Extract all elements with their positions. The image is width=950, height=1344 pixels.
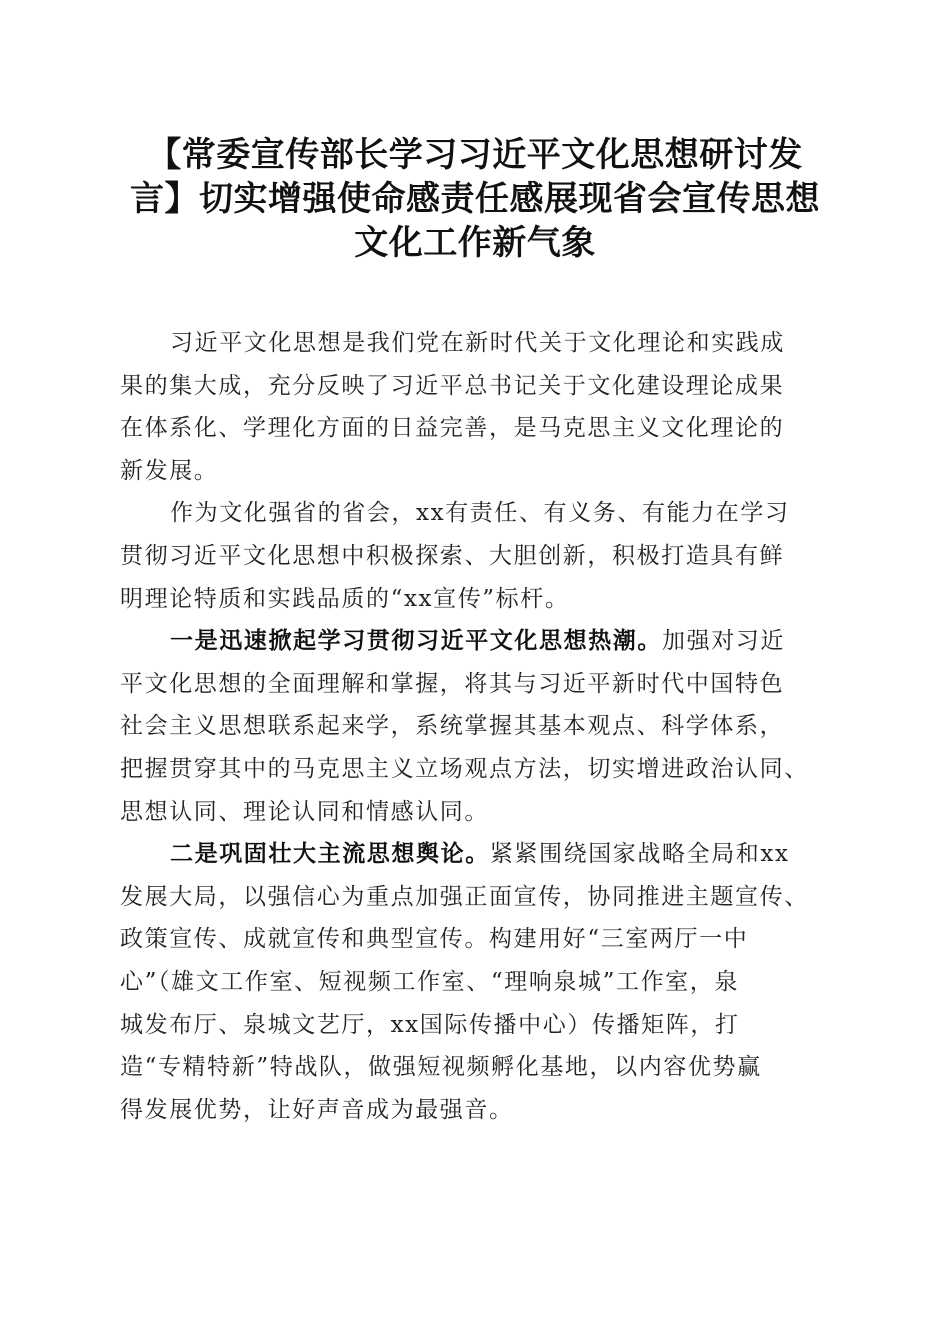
paragraph-line: 习近平文化思想是我们党在新时代关于文化理论和实践成 [170, 330, 785, 356]
paragraph-line: 城发布厅、泉城文艺厅，xx国际传播中心）传播矩阵，打 [120, 1011, 740, 1038]
paragraph-intro [120, 322, 830, 492]
document-body [120, 322, 830, 1131]
paragraph-line: 政策宣传、成就宣传和典型宣传。构建用好“三室两厅一中 [120, 926, 749, 953]
paragraph-line: 贯彻习近平文化思想中积极探索、大胆创新，积极打造具有鲜 [120, 542, 785, 569]
title-line-1: 【常委宣传部长学习习近平文化思想研讨发 [147, 135, 803, 175]
paragraph-line: 新发展。 [120, 457, 219, 484]
paragraph-line: 思想认同、理论认同和情感认同。 [120, 798, 489, 825]
paragraph-line: 平文化思想的全面理解和掌握，将其与习近平新时代中国特色 [120, 670, 785, 697]
point-two-heading: 二是巩固壮大主流思想舆论。 [170, 840, 490, 868]
paragraph-line: 在体系化、学理化方面的日益完善，是马克思主义文化理论的 [120, 415, 785, 442]
paragraph-line: 社会主义思想联系起来学，系统掌握其基本观点、科学体系， [120, 713, 785, 740]
paragraph-line: 明理论特质和实践品质的“xx宣传”标杆。 [120, 585, 570, 612]
point-one-first-line-rest: 加强对习近 [662, 628, 785, 655]
paragraph-line: 发展大局，以强信心为重点加强正面宣传，协同推进主题宣传、 [120, 883, 809, 910]
title-line-2: 言】切实增强使命感责任感展现省会宣传思想 [130, 179, 820, 219]
point-one-heading: 一是迅速掀起学习贯彻习近平文化思想热潮。 [170, 627, 662, 655]
paragraph-line: 得发展优势，让好声音成为最强音。 [120, 1096, 514, 1123]
paragraph-point-one [120, 620, 830, 833]
paragraph-responsibility [120, 492, 830, 620]
paragraph-line: 把握贯穿其中的马克思主义立场观点方法，切实增进政治认同、 [120, 755, 809, 782]
document-title [110, 133, 840, 265]
point-two-first-line-rest: 紧紧围绕国家战略全局和xx [489, 841, 790, 868]
paragraph-line: 造“专精特新”特战队，做强短视频孵化基地，以内容优势赢 [120, 1054, 762, 1081]
paragraph-line [120, 833, 830, 876]
paragraph-point-two [120, 833, 830, 1131]
paragraph-line: 果的集大成，充分反映了习近平总书记关于文化建设理论成果 [120, 372, 785, 399]
title-line-3: 文化工作新气象 [354, 223, 596, 263]
paragraph-line: 作为文化强省的省会，xx有责任、有义务、有能力在学习 [170, 500, 790, 527]
paragraph-line: 心”（雄文工作室、短视频工作室、“理响泉城”工作室，泉 [120, 968, 739, 995]
paragraph-line [120, 620, 830, 663]
